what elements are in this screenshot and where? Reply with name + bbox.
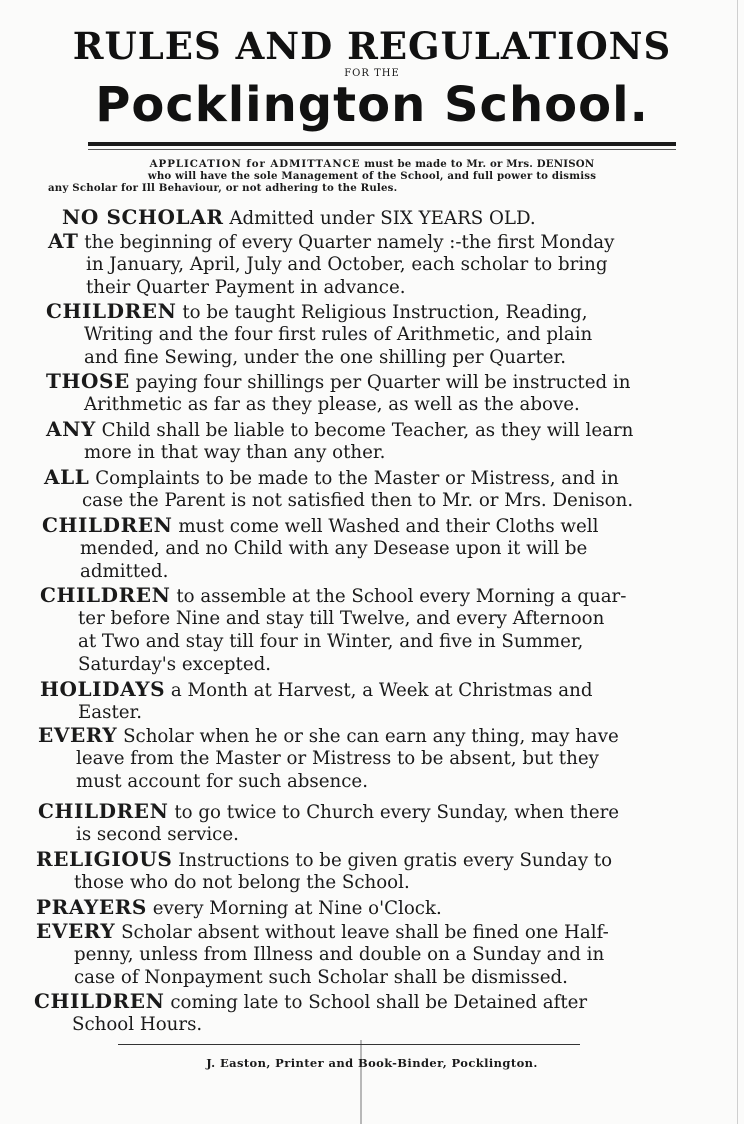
rule-item [36, 896, 442, 919]
rule-line [38, 770, 619, 793]
rule-item [42, 514, 598, 583]
footer-divider [118, 1044, 580, 1045]
rule-text: to assemble at the School every Morning a quar- [170, 586, 627, 607]
rule-keyword: CHILDREN [42, 513, 173, 537]
rule-text: Easter. [78, 702, 143, 723]
rule-line [36, 871, 612, 894]
rule-line [46, 300, 592, 323]
rule-line [40, 678, 592, 701]
rule-line [44, 489, 633, 512]
poster-subtitle: FOR THE [344, 68, 400, 79]
rule-line [40, 653, 626, 676]
title-divider [88, 142, 676, 146]
rule-keyword: RELIGIOUS [36, 847, 173, 871]
rule-item [44, 466, 633, 512]
rule-line [36, 848, 612, 871]
rule-text: case the Parent is not satisfied then to Mr. or Mrs. Denison. [82, 490, 634, 511]
paper-edge [737, 0, 738, 1124]
rule-line [38, 823, 619, 846]
rule-text: at Two and stay till four in Winter, and five in Summer, [78, 631, 584, 652]
rule-text: the beginning of every Quarter namely :-the first Monday [78, 232, 615, 253]
rule-keyword: CHILDREN [34, 989, 165, 1013]
rule-keyword: NO SCHOLAR [62, 205, 224, 229]
rule-text: Scholar absent without leave shall be fined one Half- [115, 922, 609, 943]
rule-text: Scholar when he or she can earn any thing, may have [117, 726, 619, 747]
rule-text: every Morning at Nine o'Clock. [146, 898, 442, 919]
poster-title: RULES AND REGULATIONS [72, 24, 672, 68]
printer-imprint: J. Easton, Printer and Book-Binder, Pocklington. [206, 1056, 538, 1070]
rule-text: admitted. [80, 561, 169, 582]
rule-line [46, 393, 630, 416]
admittance-heading: APPLICATION for ADMITTANCE [149, 158, 361, 170]
school-name: Pocklington School. [95, 77, 649, 133]
rule-item [38, 724, 619, 793]
rule-text: and fine Sewing, under the one shilling per Quarter. [84, 347, 567, 368]
rule-text: mended, and no Child with any Desease upon it will be [80, 538, 588, 559]
rule-line [38, 800, 619, 823]
rule-line [40, 584, 626, 607]
rule-text: Saturday's excepted. [78, 654, 272, 675]
rule-line [34, 1013, 587, 1036]
rule-keyword: PRAYERS [36, 895, 147, 919]
rule-text: to go twice to Church every Sunday, when there [168, 802, 620, 823]
rule-line [46, 441, 633, 464]
rule-line [46, 323, 592, 346]
rule-keyword: ANY [46, 417, 96, 441]
admittance-line-2: who will have the sole Management of the School, and full power to dismiss [147, 170, 597, 182]
rule-line [36, 966, 609, 989]
rule-keyword: EVERY [36, 919, 116, 943]
rule-text: Writing and the four first rules of Arithmetic, and plain [84, 324, 593, 345]
rule-text: penny, unless from Illness and double on a Sunday and in [74, 944, 605, 965]
rule-keyword: THOSE [46, 369, 130, 393]
rule-text: must account for such absence. [76, 771, 368, 792]
rule-text: coming late to School shall be Detained after [164, 992, 588, 1013]
rule-text: leave from the Master or Mistress to be absent, but they [76, 748, 599, 769]
rule-item [40, 584, 626, 676]
rule-text: case of Nonpayment such Scholar shall be dismissed. [74, 967, 568, 988]
rule-item [48, 230, 614, 299]
rule-text: their Quarter Payment in advance. [86, 277, 406, 298]
rule-line [62, 206, 536, 229]
rule-keyword: EVERY [38, 723, 118, 747]
rule-item [38, 800, 619, 846]
rule-item [40, 678, 592, 724]
rule-line [40, 701, 592, 724]
rule-text: is second service. [76, 824, 239, 845]
rule-text: those who do not belong the School. [74, 872, 410, 893]
rule-keyword: ALL [44, 465, 90, 489]
rule-line [44, 466, 633, 489]
rule-line [46, 418, 633, 441]
title-divider-thin [88, 149, 676, 150]
rule-text: to be taught Religious Instruction, Reading, [176, 302, 588, 323]
rule-item [46, 300, 592, 369]
rule-keyword: CHILDREN [38, 799, 169, 823]
rule-text: Instructions to be given gratis every Sunday to [172, 850, 613, 871]
rule-line [40, 607, 626, 630]
admittance-line-1 [48, 158, 696, 170]
rule-line [36, 943, 609, 966]
rule-item [34, 990, 587, 1036]
rule-line [46, 346, 592, 369]
rule-line [38, 747, 619, 770]
rule-line [42, 537, 598, 560]
rule-text: Child shall be liable to become Teacher, as they will learn [95, 420, 634, 441]
rule-text: a Month at Harvest, a Week at Christmas and [165, 680, 593, 701]
rule-text: must come well Washed and their Cloths well [172, 516, 599, 537]
rule-text: School Hours. [72, 1014, 203, 1035]
admittance-notice [48, 158, 696, 194]
rule-text: in January, April, July and October, each scholar to bring [86, 254, 608, 275]
rule-keyword: CHILDREN [46, 299, 177, 323]
rule-line [40, 630, 626, 653]
fold-crease [360, 1040, 362, 1124]
rule-line [36, 920, 609, 943]
rule-item [46, 418, 633, 464]
rule-text: paying four shillings per Quarter will be instructed in [129, 372, 631, 393]
rule-text: Admitted under SIX YEARS OLD. [223, 208, 536, 229]
rule-text: ter before Nine and stay till Twelve, and every Afternoon [78, 608, 605, 629]
rule-item [62, 206, 536, 229]
admittance-line-1-text: must be made to Mr. or Mrs. DENISON [364, 158, 595, 170]
rule-item [46, 370, 630, 416]
rule-line [48, 253, 614, 276]
rule-line [46, 370, 630, 393]
rule-item [36, 920, 609, 989]
rule-item [36, 848, 612, 894]
rule-text: more in that way than any other. [84, 442, 386, 463]
rule-keyword: CHILDREN [40, 583, 171, 607]
admittance-line-3: any Scholar for Ill Behaviour, or not adhering to the Rules. [48, 182, 398, 194]
rule-line [42, 514, 598, 537]
rule-line [48, 230, 614, 253]
rule-keyword: HOLIDAYS [40, 677, 166, 701]
rule-keyword: AT [48, 229, 79, 253]
rule-text: Complaints to be made to the Master or Mistress, and in [89, 468, 619, 489]
rule-text: Arithmetic as far as they please, as well as the above. [84, 394, 580, 415]
rule-line [48, 276, 614, 299]
rule-line [34, 990, 587, 1013]
rule-line [38, 724, 619, 747]
rule-line [42, 560, 598, 583]
rule-line [36, 896, 442, 919]
